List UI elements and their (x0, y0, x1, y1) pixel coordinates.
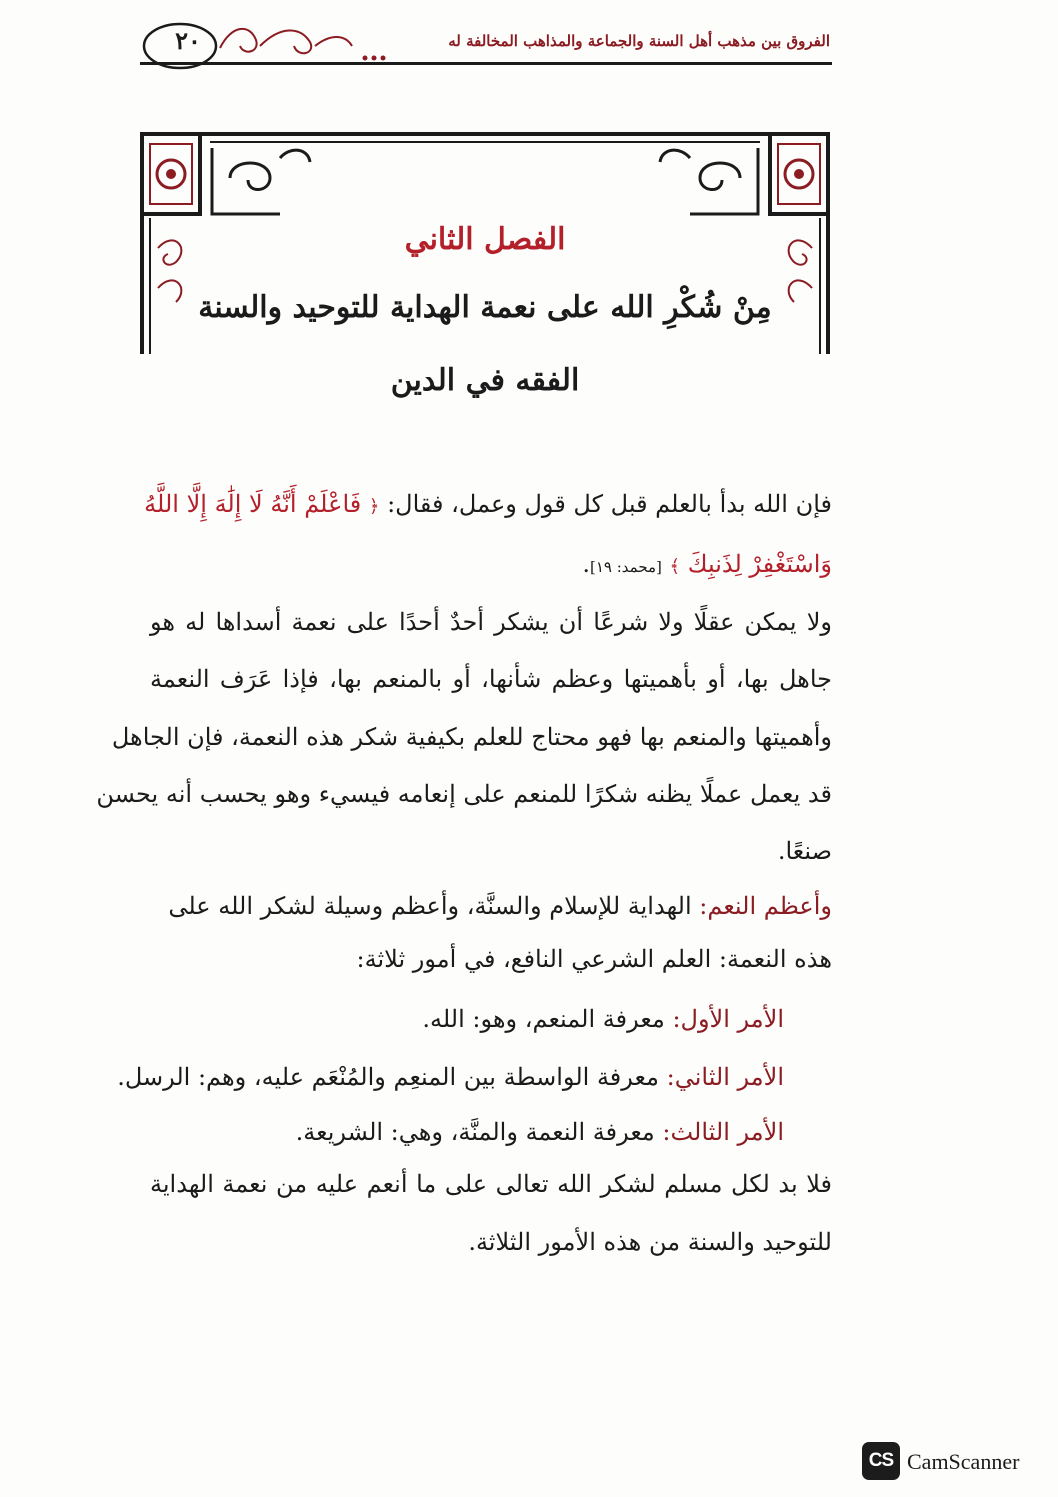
paragraph-2-line-4: قد يعمل عملًا يظنه شكرًا للمنعم على إنعامه فيسيء وهو يحسب أنه يحسن (96, 780, 832, 808)
paragraph-1-end: . (582, 550, 590, 578)
paragraph-1-line-2 (150, 550, 832, 578)
paragraph-1-line-1 (144, 490, 832, 518)
quran-verse-part-2: وَاسْتَغْفِرْ لِذَنبِكَ (687, 550, 832, 578)
paragraph-1-intro: فإن الله بدأ بالعلم قبل كل قول وعمل، فقال: (387, 490, 832, 518)
camscanner-watermark-text: CamScanner (907, 1449, 1020, 1474)
quran-bracket-close: ﴾ (669, 556, 681, 577)
paragraph-3-line-2: هذه النعمة: العلم الشرعي النافع، في أمور ثلاثة: (356, 945, 832, 973)
camscanner-logo-icon: CS (862, 1442, 900, 1480)
matter-3 (150, 1118, 832, 1146)
quran-bracket-open: ﴿ (368, 496, 380, 517)
matter-2-label: الأمر الثاني: (666, 1063, 784, 1091)
paragraph-2-line-1: ولا يمكن عقلًا ولا شرعًا أن يشكر أحدٌ أحدًا على نعمة أسداها له هو (150, 608, 832, 636)
quran-verse-part-1: فَاعْلَمْ أَنَّهُ لَا إِلَٰهَ إِلَّا اللَّهُ (144, 490, 362, 518)
matter-2 (117, 1063, 832, 1091)
matter-2-text: معرفة الواسطة بين المنعِم والمُنْعَم عليه، وهم: الرسل. (117, 1063, 659, 1091)
paragraph-2-line-2: جاهل بها، أو بأهميتها وعظم شأنها، أو بالمنعم بها، فإذا عَرَف النعمة (150, 665, 832, 693)
matter-1 (150, 1005, 832, 1033)
running-header: الفروق بين مذهب أهل السنة والجماعة والمذاهب المخالفة له (448, 32, 830, 50)
matter-3-text: معرفة النعمة والمنَّة، وهي: الشريعة. (295, 1118, 655, 1146)
greatest-blessing-label: وأعظم النعم: (699, 892, 832, 920)
paragraph-4-line-1: فلا بد لكل مسلم لشكر الله تعالى على ما أنعم عليه من نعمة الهداية (150, 1170, 832, 1198)
matter-3-label: الأمر الثالث: (662, 1118, 784, 1146)
chapter-label: الفصل الثاني (404, 222, 566, 257)
paragraph-3-line-1 (150, 892, 832, 920)
page-number: ٢٠ (175, 26, 201, 55)
verse-reference: [محمد: ١٩] (589, 558, 662, 576)
paragraph-4-line-2: للتوحيد والسنة من هذه الأمور الثلاثة. (468, 1228, 832, 1256)
paragraph-2-line-5: صنعًا. (777, 837, 832, 865)
matter-1-label: الأمر الأول: (672, 1005, 784, 1033)
chapter-title-line-2: الفقه في الدين (390, 363, 580, 398)
paragraph-2-line-3: وأهميتها والمنعم بها فهو محتاج للعلم بكيفية شكر هذه النعمة، فإن الجاهل (111, 723, 832, 751)
matter-1-text: معرفة المنعم، وهو: الله. (422, 1005, 665, 1033)
chapter-title-line-1: مِنْ شُكْرِ الله على نعمة الهداية للتوحيد والسنة (198, 290, 772, 325)
paragraph-3-line-1-text: الهداية للإسلام والسنَّة، وأعظم وسيلة لشكر الله على (168, 892, 692, 920)
